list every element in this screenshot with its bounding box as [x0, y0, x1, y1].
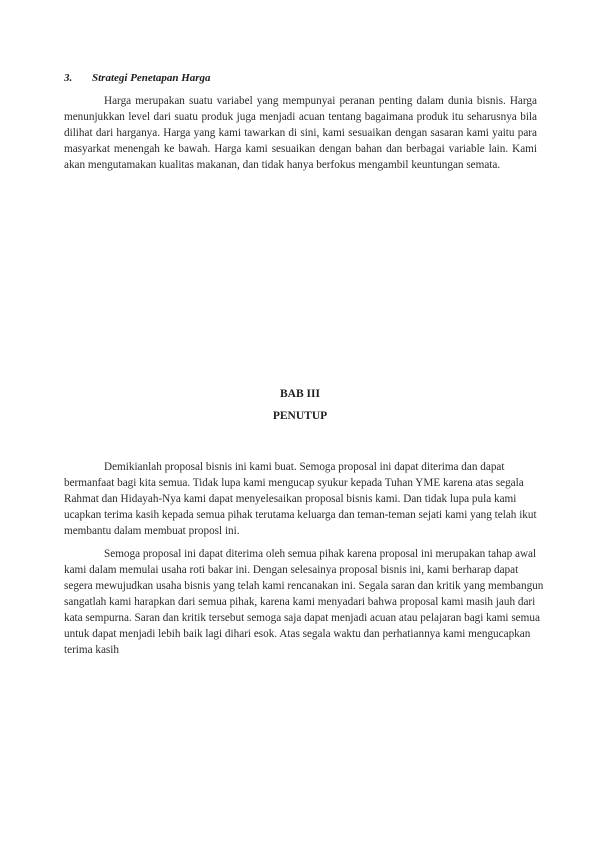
- section-heading: [64, 72, 211, 84]
- section-paragraph: Harga merupakan suatu variabel yang mempunyai peranan penting dalam dunia bisnis. Harga menunjukkan level dari suatu produk juga menjadi acuan tentang bagaimana produk itu seharusnya bila dilihat dari harganya. Harga yang kami tawarkan di sini, kami sesuaikan dengan sasaran kami yaitu para masyarkat menengah ke bawah. Harga kami sesuaikan dengan bahan dan berbagai variable lain. Kami akan mengutamakan kualitas makanan, dan tidak hanya berfokus mengambil keuntungan semata.: [64, 95, 537, 171]
- chapter-title: PENUTUP: [272, 410, 328, 422]
- chapter-label: BAB III: [280, 388, 320, 400]
- section-number: 3.: [64, 72, 73, 84]
- closing-paragraph: Demikianlah proposal bisnis ini kami buat. Semoga proposal ini dapat diterima dan dapat bermanfaat bagi kita semua. Tidak lupa kami mengucap syukur kepada Tuhan YME karena atas segala Rahmat dan Hidayah-Nya kami dapat menyelesaikan proposal bisnis kami. Dan tidak lupa pula kami ucapkan terima kasih kepada semua pihak terutama keluarga dan teman-teman sejati kami yang telah ikut membantu dalam membuat proposl ini.: [64, 461, 537, 537]
- section-title: Strategi Penetapan Harga: [92, 72, 211, 84]
- closing-paragraph: Semoga proposal ini dapat diterima oleh semua pihak karena proposal ini merupakan tahap awal kami dalam memulai usaha roti bakar ini. Dengan selesainya proposal bisnis ini, kami berharap dapat segera mewujudkan usaha bisnis yang telah kami rencanakan ini. Segala saran dan kritik yang membangun sangatlah kami harapkan dari semua pihak, karena kami menyadari bahwa proposal kami masih jauh dari kata sempurna. Saran dan kritik tersebut semoga saja dapat menjadi acuan atau pelajaran bagi kami semua untuk dapat menjadi lebih baik lagi dihari esok. Atas segala waktu dan perhatiannya kami mengucapkan terima kasih: [64, 548, 544, 656]
